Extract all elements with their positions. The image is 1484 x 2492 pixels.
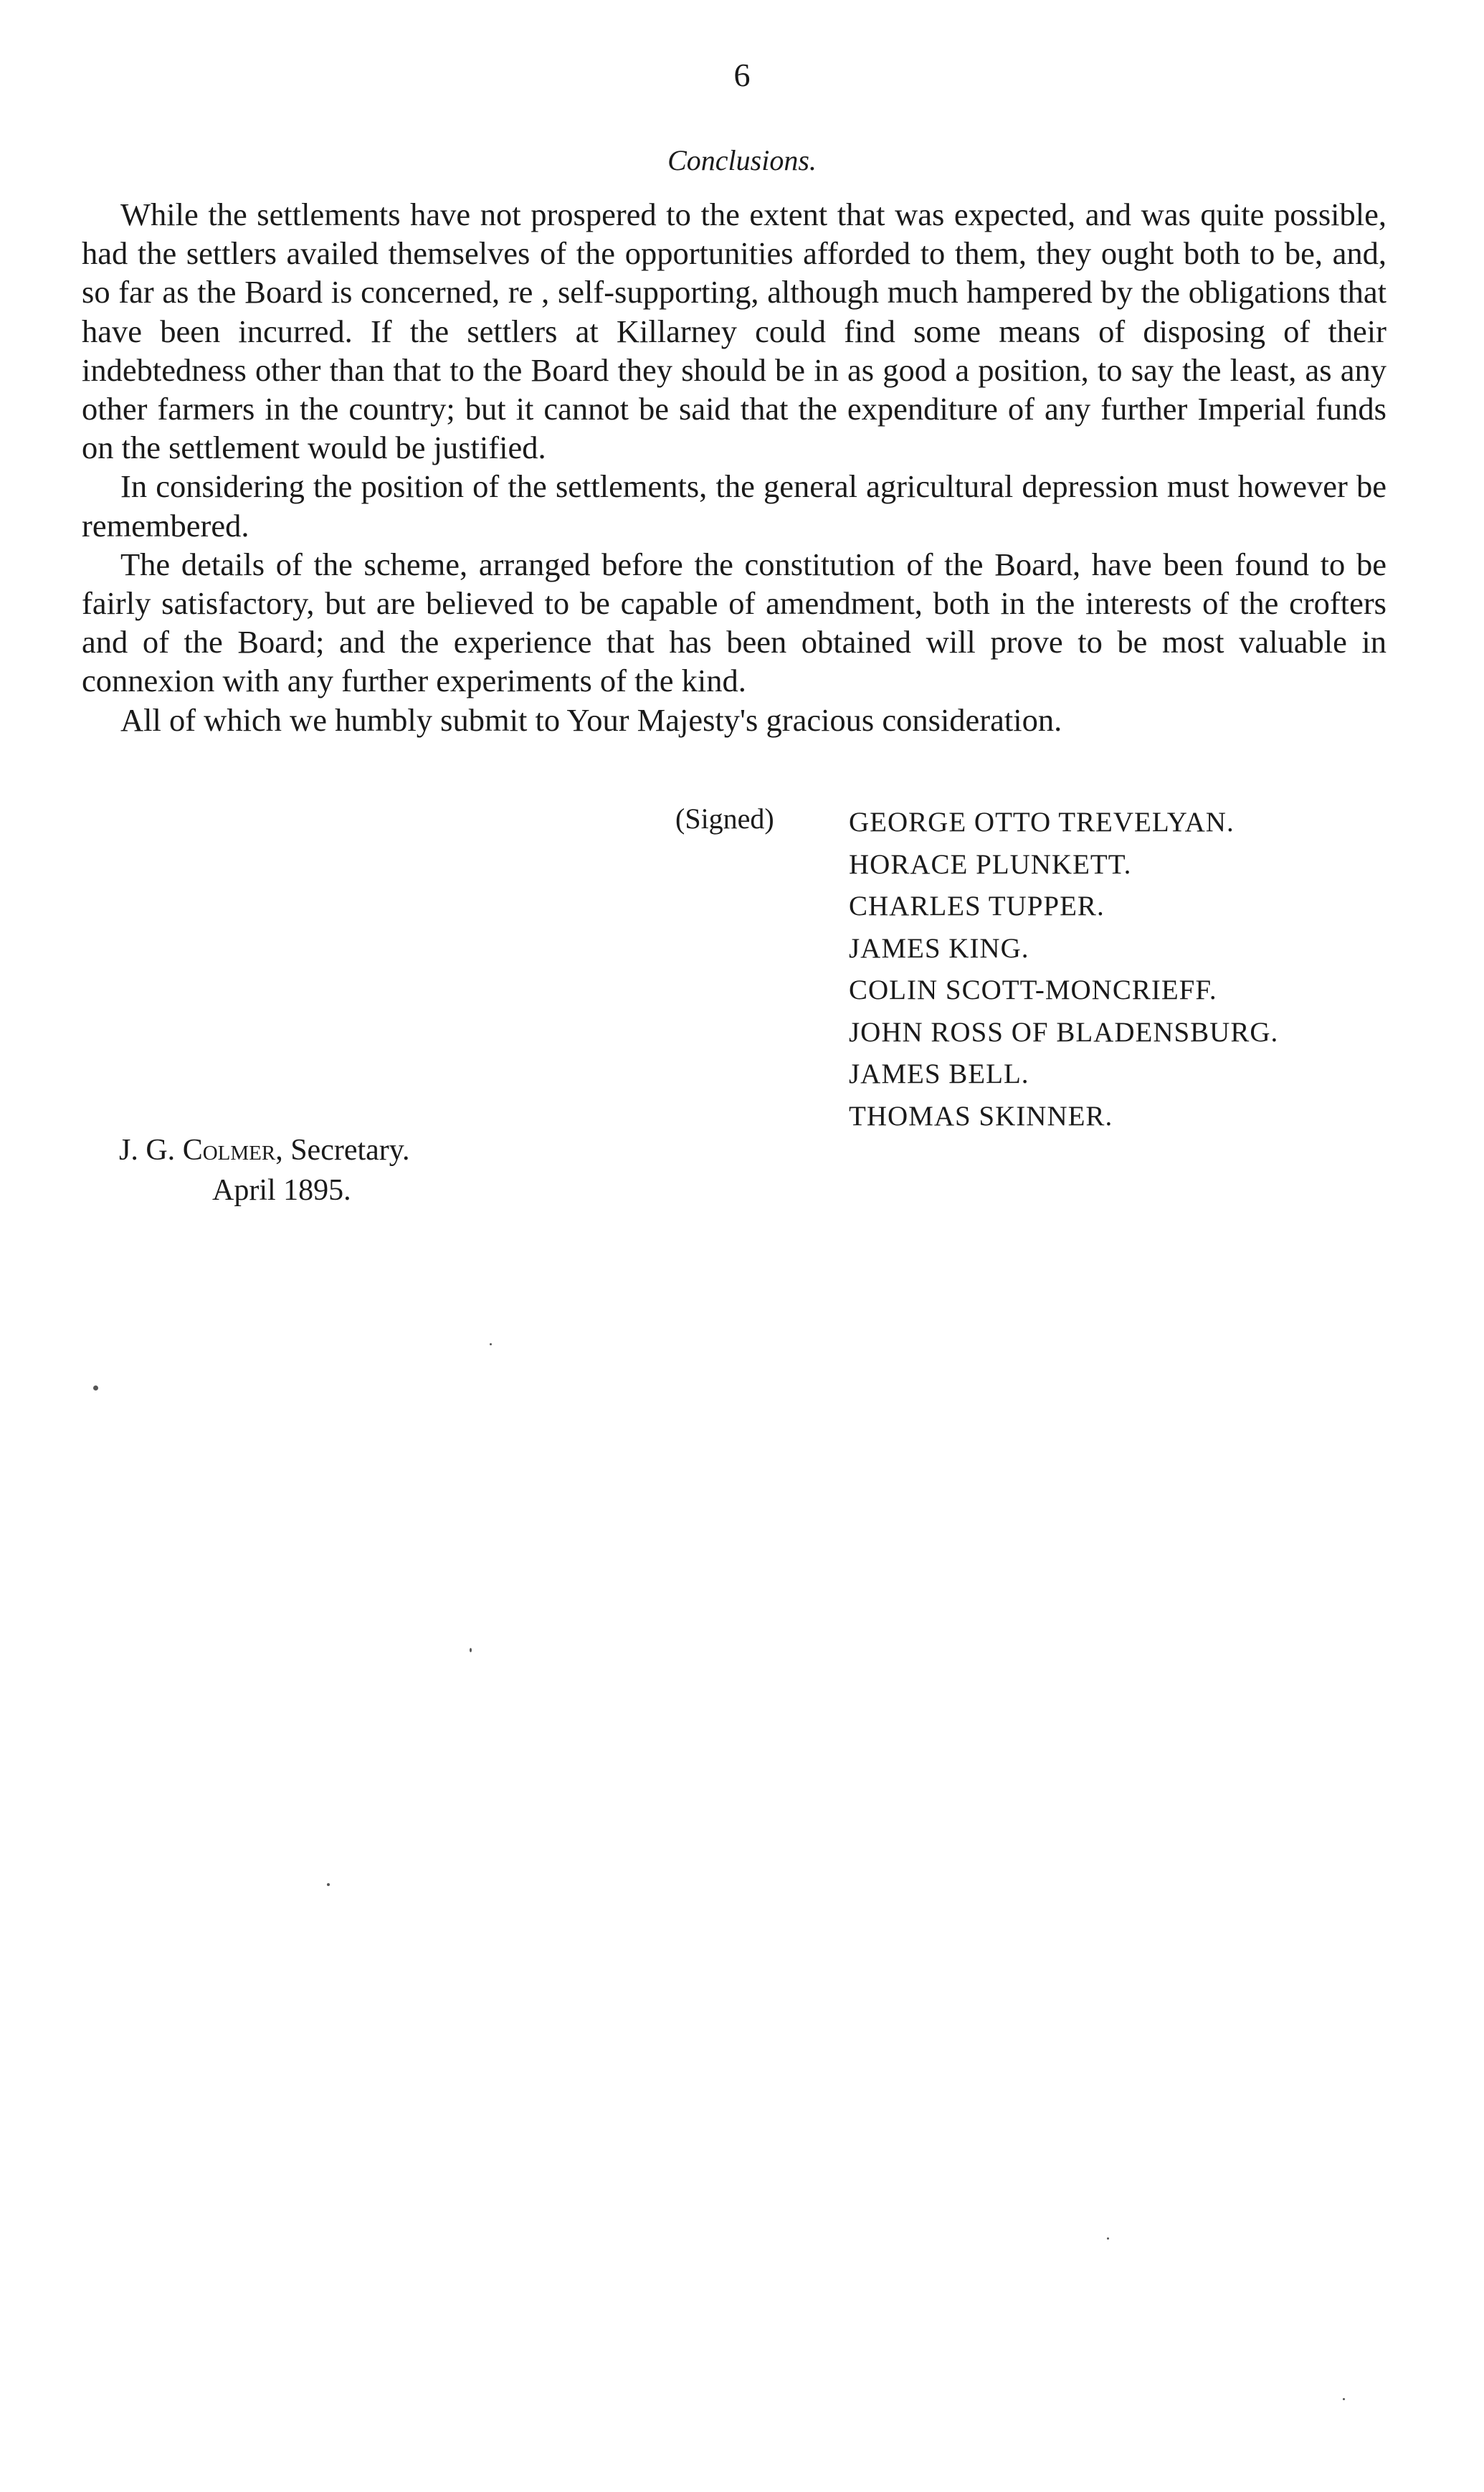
scan-speck: [93, 1385, 98, 1391]
scan-speck: [327, 1883, 330, 1886]
section-heading: Conclusions.: [667, 144, 817, 176]
secretary-line: [119, 1134, 410, 1167]
paragraph-settlements: While the settlements have not prospered to the extent that was expected, and was quite possible, had the settlers availed themselves of the opportunities afforded to them, they ought both to be, and, so far as the Board is concerned, re , self-supporting, although much hampered by the obligations that have been incurred. If the settlers at Killarney could find some means of disposing of their indebtedness other than that to the Board they should be in as good a position, to say the least, as any other farmers in the country; but it cannot be said that the expenditure of any further Imperial funds on the settlement would be justified.: [82, 196, 1387, 466]
page-number: 6: [733, 57, 751, 93]
signatory-name: CHARLES TUPPER.: [849, 891, 1105, 922]
paragraph-submission: All of which we humbly submit to Your Majesty's gracious consideration.: [120, 701, 1062, 738]
signatory-name: JAMES KING.: [849, 932, 1029, 964]
scan-speck: [490, 1343, 492, 1345]
paragraph-depression: In considering the position of the settlements, the general agricultural depression must however be remembered.: [82, 468, 1387, 544]
secretary-surname: Colmer: [182, 1134, 276, 1167]
secretary-block: [119, 1130, 410, 1211]
signatory-name: HORACE PLUNKETT.: [849, 848, 1132, 880]
signatory-name: JOHN ROSS OF BLADENSBURG.: [849, 1016, 1279, 1048]
scan-speck: [470, 1648, 472, 1652]
secretary-title: , Secretary.: [275, 1134, 410, 1167]
scan-speck: [1107, 2237, 1109, 2240]
signatory-name: GEORGE OTTO TREVELYAN.: [849, 807, 1235, 838]
paragraph-scheme-details: The details of the scheme, arranged before the constitution of the Board, have been found to be fairly satisfactory, but are believed to be capable of amendment, both in the interests of the crofters and of the Board; and the experience that has been obtained will prove to be most valuable in connexion with any further experiments of the kind.: [82, 546, 1387, 699]
signatory-name: THOMAS SKINNER.: [849, 1100, 1113, 1132]
signatory-name: JAMES BELL.: [849, 1058, 1029, 1089]
scan-speck: [1343, 2398, 1345, 2400]
secretary-initials: J. G.: [119, 1134, 176, 1167]
signed-label: (Signed): [675, 802, 774, 835]
body-text: [82, 195, 1387, 739]
report-date: April 1895.: [212, 1174, 351, 1207]
signatory-name: COLIN SCOTT-MONCRIEFF.: [849, 975, 1217, 1005]
signatory-list: [849, 802, 1278, 1137]
